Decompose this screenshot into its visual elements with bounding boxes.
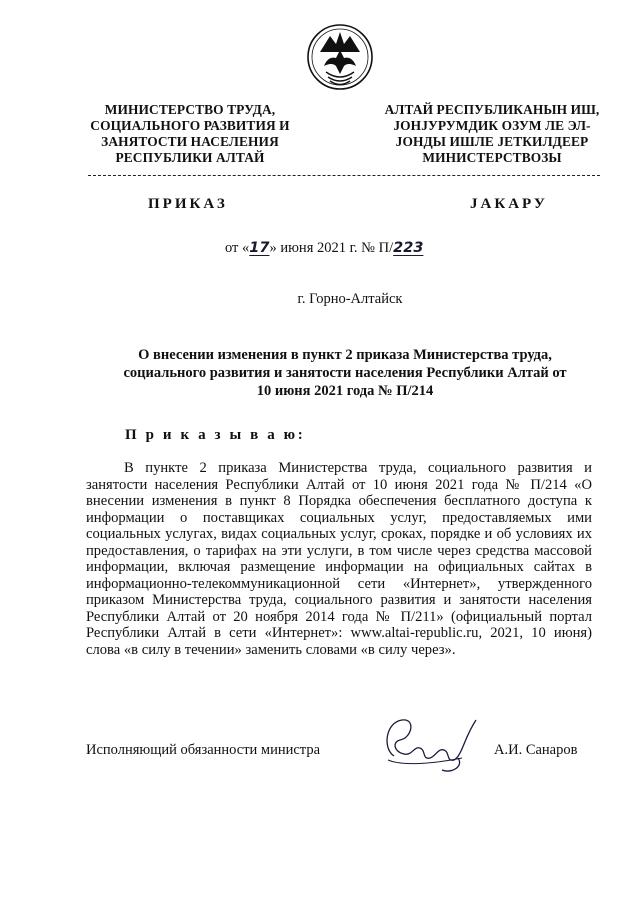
document-type-russian: ПРИКАЗ — [148, 196, 228, 212]
document-type-altai: ЈАКАРУ — [470, 196, 548, 212]
order-title: О внесении изменения в пункт 2 приказа Министерства труда, социального развития и занятости населения Республики Алтай от 10 июня 2021 года № П/214 — [123, 347, 567, 399]
order-body-paragraph: В пункте 2 приказа Министерства труда, социального развития и занятости населения Республики Алтай от 10 июня 2021 года № П/214 «О внесении изменения в пункт 8 Порядка обеспечения бесплатного доступа к информации о поставщиках социальных услуг, предоставляемых ими социальных услугах, видах социальных услуг, сроках, порядке и об условиях их предоставления, о тарифах на эти услуги, в том числе через средства массовой информации, включая размещение информации на официальных сайтах в информационно-телекоммуникационной сети «Интернет», утвержденного приказом Министерства труда, социального развития и занятости населения Республики Алтай от 20 ноября 2014 года № П/211» (официальный портал Республики Алтай в сети «Интернет»: www.altai-republic.ru, 2021, 10 июня) слова «в силу в течении» заменить словами «в силу через». — [86, 460, 592, 658]
order-directive-heading: П р и к а з ы в а ю: — [125, 427, 306, 443]
ministry-name-russian: МИНИСТЕРСТВО ТРУДА, СОЦИАЛЬНОГО РАЗВИТИЯ И ЗАНЯТОСТИ НАСЕЛЕНИЯ РЕСПУБЛИКИ АЛТАЙ — [90, 102, 290, 165]
coat-of-arms-emblem — [306, 22, 374, 92]
date-prefix: от « — [225, 240, 250, 256]
handwritten-order-number: 223 — [393, 240, 424, 256]
handwritten-signature — [372, 708, 492, 778]
header-divider — [88, 175, 600, 176]
signatory-name: А.И. Санаров — [494, 742, 578, 758]
date-middle: » июня 2021 г. № П/ — [269, 240, 394, 256]
handwritten-day: 17 — [249, 240, 270, 256]
city-line: г. Горно-Алтайск — [297, 291, 403, 307]
ministry-name-altai: АЛТАЙ РЕСПУБЛИКАНЫН ИШ, ЈОНЈУРУМДИК ОЗУМ ЛЕ ЭЛ-ЈОНДЫ ИШЛЕ ЈЕТКИЛДЕЕР МИНИСТЕРСТВОЗЫ — [384, 102, 600, 165]
date-number-line — [225, 240, 423, 257]
signatory-position: Исполняющий обязанности министра — [86, 742, 321, 758]
